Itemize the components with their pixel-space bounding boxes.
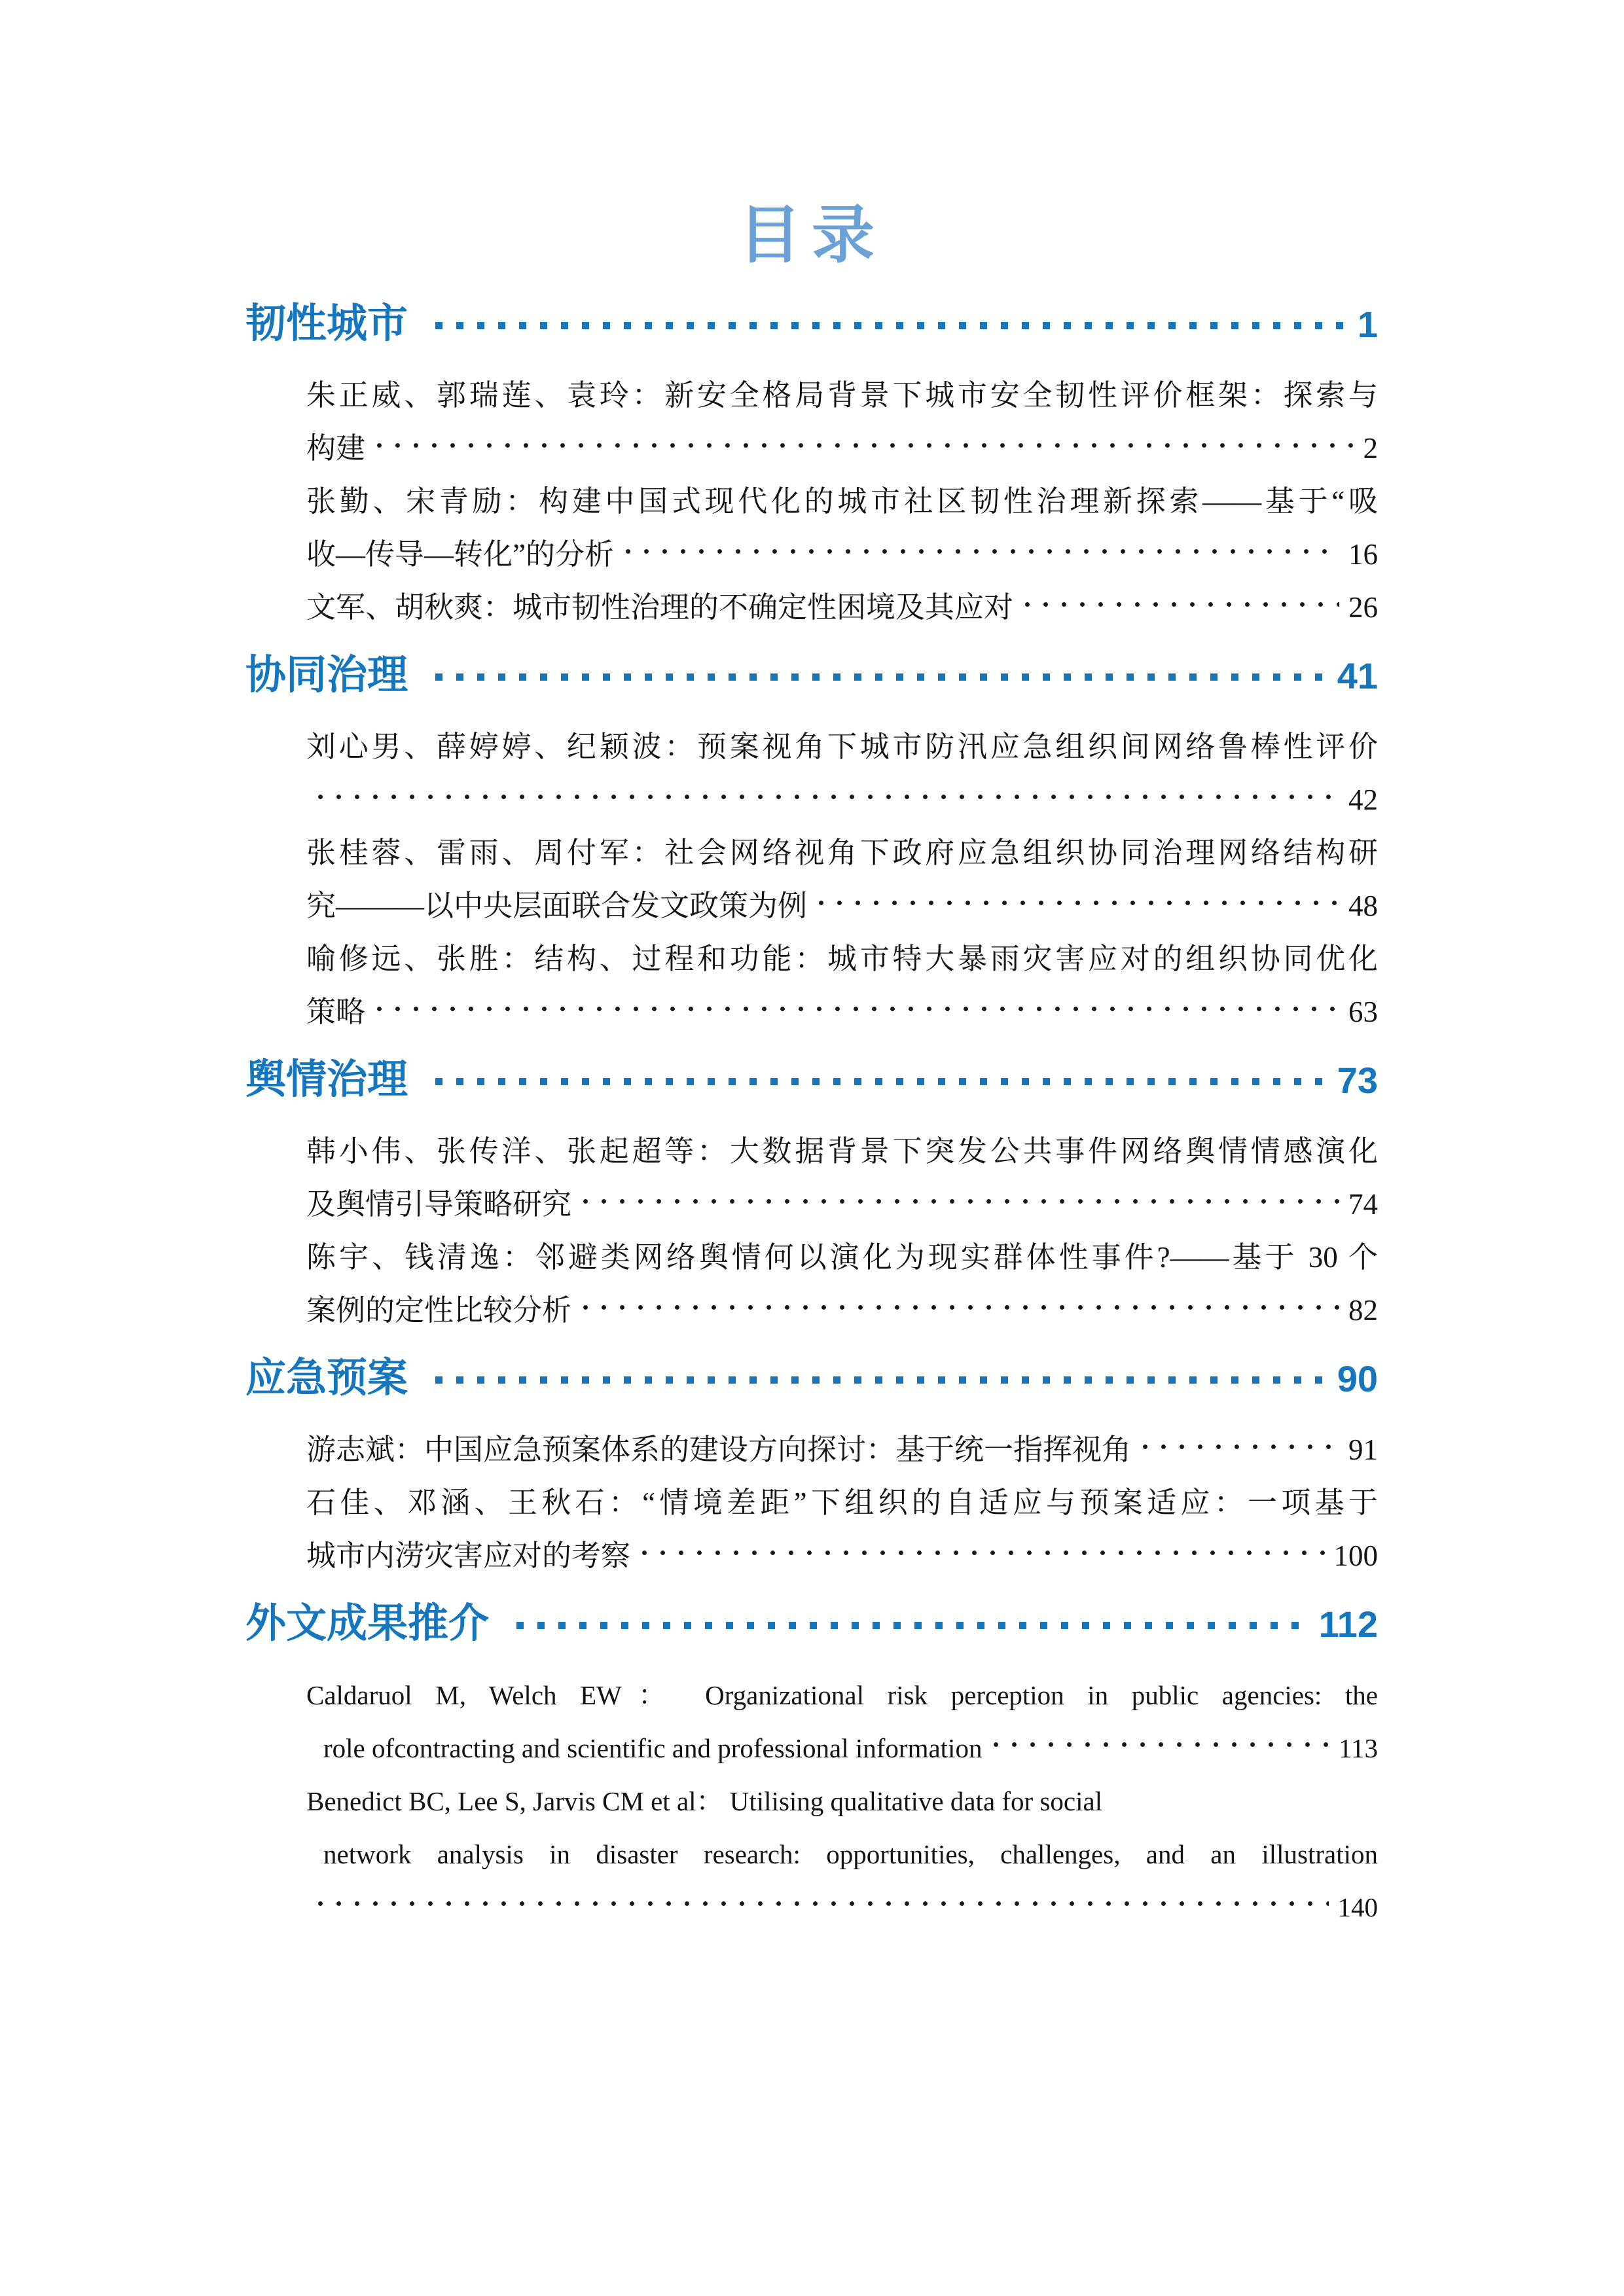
- toc-entry[interactable]: [306, 1775, 1378, 1934]
- entry-text: 及舆情引导策略研究: [306, 1188, 572, 1221]
- section-title: 协同治理: [245, 653, 408, 698]
- entry-text: 策略: [306, 996, 366, 1028]
- entry-line: 陈宇、钱清逸：邻避类网络舆情何以演化为现实群体性事件?——基于 30 个: [306, 1241, 1378, 1274]
- page-title: 目录: [738, 200, 885, 270]
- section-title: 舆情治理: [245, 1057, 408, 1102]
- entry-line: Benedict BC, Lee S, Jarvis CM et al： Utilising qualitative data for social: [306, 1786, 1103, 1816]
- section-foreign-publications: [245, 1602, 1378, 1934]
- entry-line: Caldaruol M, Welch EW： Organizational risk perception in public agencies: the: [306, 1680, 1378, 1710]
- section-entries: [306, 1125, 1378, 1337]
- toc-entry[interactable]: [306, 827, 1378, 933]
- section-title: 外文成果推介: [245, 1601, 490, 1646]
- entry-page-number: 63: [1348, 996, 1378, 1028]
- section-entries: [306, 1424, 1378, 1583]
- section-heading-row[interactable]: [245, 1058, 1378, 1102]
- entry-page-number: 100: [1333, 1539, 1378, 1572]
- entry-text: 文军、胡秋爽：城市韧性治理的不确定性困境及其应对: [306, 591, 1014, 624]
- entry-line: 韩小伟、张传洋、张起超等：大数据背景下突发公共事件网络舆情情感演化: [306, 1135, 1378, 1168]
- section-page-number: 73: [1337, 1060, 1378, 1101]
- section-entries: [306, 721, 1378, 1039]
- entry-text: 案例的定性比较分析: [306, 1294, 572, 1327]
- entry-page-number: 113: [1339, 1733, 1378, 1763]
- toc-entry[interactable]: [306, 1424, 1378, 1477]
- section-title: 应急预案: [245, 1355, 408, 1401]
- section-public-opinion-governance: [245, 1058, 1378, 1337]
- entry-page-number: 16: [1348, 538, 1378, 571]
- entry-line: [306, 422, 1378, 475]
- toc-entry[interactable]: [306, 1477, 1378, 1583]
- entry-text: 构建: [306, 432, 366, 465]
- entry-line: [306, 774, 1378, 827]
- toc-entry[interactable]: [306, 475, 1378, 581]
- entry-text: 城市内涝灾害应对的考察: [306, 1539, 631, 1572]
- section-heading-row[interactable]: [245, 1357, 1378, 1401]
- toc-entry[interactable]: [306, 369, 1378, 475]
- entry-line: [306, 1424, 1378, 1477]
- entry-page-number: 140: [1337, 1892, 1378, 1922]
- entry-line: 石佳、邓涵、王秋石：“情境差距”下组织的自适应与预案适应：一项基于: [306, 1486, 1378, 1519]
- entry-text: 收—传导—转化”的分析: [306, 538, 614, 571]
- section-collaborative-governance: [245, 654, 1378, 1039]
- entry-page-number: 2: [1363, 432, 1378, 465]
- entry-line: 朱正威、郭瑞莲、袁玲：新安全格局背景下城市安全韧性评价框架：探索与: [306, 379, 1378, 412]
- entry-line: [306, 1881, 1378, 1934]
- entry-page-number: 26: [1348, 591, 1378, 624]
- entry-line: 喻修远、张胜：结构、过程和功能：城市特大暴雨灾害应对的组织协同优化: [306, 942, 1378, 975]
- toc-entry[interactable]: [306, 933, 1378, 1039]
- entry-line: 张勤、宋青励：构建中国式现代化的城市社区韧性治理新探索——基于“吸: [306, 485, 1378, 518]
- entry-text: 游志斌：中国应急预案体系的建设方向探讨：基于统一指挥视角: [306, 1433, 1132, 1466]
- entry-line: [306, 1284, 1378, 1337]
- section-resilient-cities: [245, 302, 1378, 634]
- section-page-number: 112: [1318, 1604, 1378, 1645]
- entry-page-number: 42: [1348, 783, 1378, 816]
- toc-entry[interactable]: [306, 1669, 1378, 1775]
- toc-entry[interactable]: [306, 1125, 1378, 1231]
- toc-entry[interactable]: [306, 721, 1378, 827]
- toc-entry[interactable]: [306, 1231, 1378, 1337]
- entry-text: role ofcontracting and scientific and professional information: [323, 1733, 983, 1763]
- entry-page-number: 91: [1348, 1433, 1378, 1466]
- section-page-number: 41: [1337, 655, 1378, 696]
- entry-page-number: 82: [1348, 1294, 1378, 1327]
- entry-line: [306, 986, 1378, 1039]
- entry-line: [306, 1530, 1378, 1583]
- entry-text: 究———以中央层面联合发文政策为例: [306, 889, 808, 922]
- entry-line: 刘心男、薛婷婷、纪颖波：预案视角下城市防汛应急组织间网络鲁棒性评价: [306, 730, 1378, 763]
- entry-page-number: 74: [1348, 1188, 1378, 1221]
- section-heading-row[interactable]: [245, 1602, 1378, 1646]
- section-heading-row[interactable]: [245, 302, 1378, 346]
- section-emergency-plans: [245, 1357, 1378, 1583]
- section-heading-row[interactable]: [245, 654, 1378, 698]
- entry-line: [306, 581, 1378, 634]
- section-page-number: 1: [1357, 304, 1378, 345]
- entry-line: [306, 880, 1378, 933]
- section-title: 韧性城市: [245, 301, 408, 346]
- section-entries: [306, 1669, 1378, 1934]
- toc-entry[interactable]: [306, 581, 1378, 634]
- section-page-number: 90: [1337, 1358, 1378, 1399]
- entry-page-number: 48: [1348, 889, 1378, 922]
- section-entries: [306, 369, 1378, 634]
- entry-line: [306, 528, 1378, 581]
- entry-line: [306, 1178, 1378, 1231]
- entry-line: network analysis in disaster research: opportunities, challenges, and an illustration: [323, 1839, 1378, 1869]
- entry-line: [306, 1722, 1378, 1775]
- entry-line: 张桂蓉、雷雨、周付军：社会网络视角下政府应急组织协同治理网络结构研: [306, 836, 1378, 869]
